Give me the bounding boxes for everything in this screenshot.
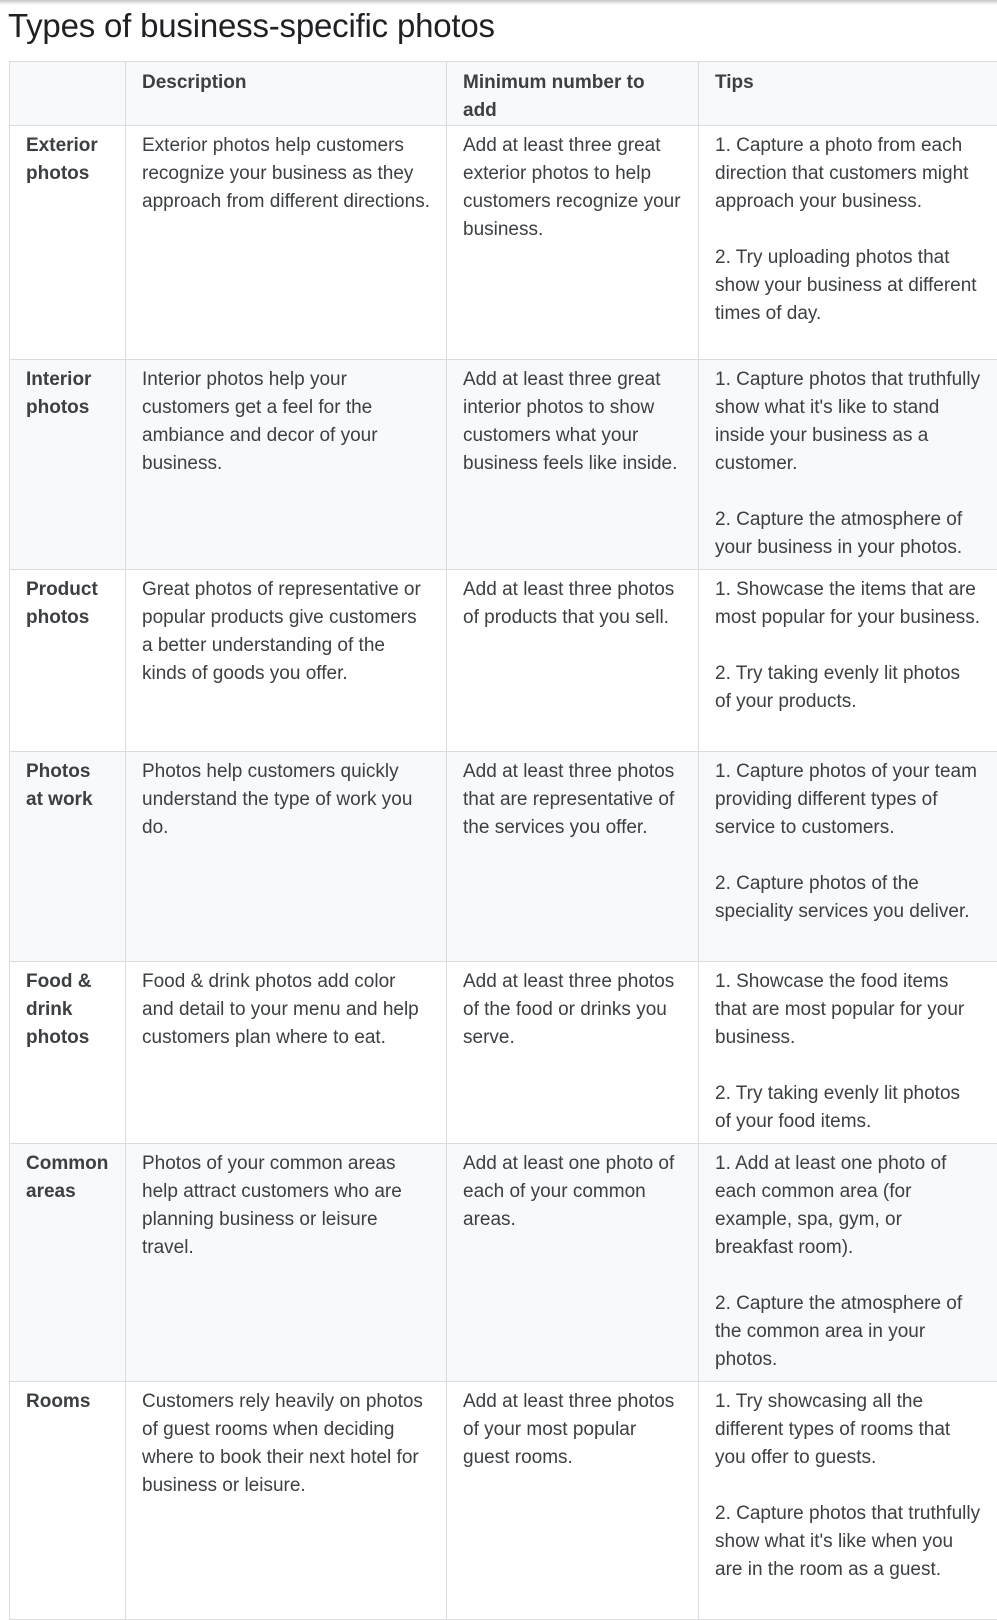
- row-tips: [699, 360, 997, 570]
- header-tips: Tips: [699, 62, 997, 126]
- tip-item: 1. Try showcasing all the different types of rooms that you offer to guests.: [715, 1388, 981, 1472]
- header-minimum: Minimum number to add: [447, 62, 699, 126]
- page-title: Types of business-specific photos: [8, 6, 495, 46]
- row-tips: [699, 752, 997, 962]
- row-type: Exterior photos: [10, 126, 126, 360]
- tip-item: 1. Showcase the food items that are most popular for your business.: [715, 968, 981, 1052]
- row-type: Product photos: [10, 570, 126, 752]
- row-minimum: Add at least one photo of each of your common areas.: [447, 1144, 699, 1382]
- tip-item: 1. Capture photos that truthfully show what it's like to stand inside your business as a customer.: [715, 366, 981, 478]
- table-row: [10, 570, 997, 752]
- row-description: Interior photos help your customers get a feel for the ambiance and decor of your business.: [126, 360, 447, 570]
- tip-item: 2. Capture the atmosphere of your business in your photos.: [715, 506, 981, 562]
- tip-item: 1. Capture photos of your team providing different types of service to customers.: [715, 758, 981, 842]
- row-type: Photos at work: [10, 752, 126, 962]
- header-description: Description: [126, 62, 447, 126]
- row-minimum: Add at least three great interior photos to show customers what your business feels like inside.: [447, 360, 699, 570]
- row-description: Customers rely heavily on photos of guest rooms when deciding where to book their next hotel for business or leisure.: [126, 1382, 447, 1620]
- row-tips: [699, 1144, 997, 1382]
- row-minimum: Add at least three photos of your most popular guest rooms.: [447, 1382, 699, 1620]
- tip-item: 2. Capture photos that truthfully show what it's like when you are in the room as a guest.: [715, 1500, 981, 1584]
- row-description: Great photos of representative or popular products give customers a better understanding of the kinds of goods you offer.: [126, 570, 447, 752]
- row-minimum: Add at least three great exterior photos to help customers recognize your business.: [447, 126, 699, 360]
- row-type: Common areas: [10, 1144, 126, 1382]
- header-empty: [10, 62, 126, 126]
- tip-item: 1. Showcase the items that are most popular for your business.: [715, 576, 981, 632]
- row-minimum: Add at least three photos of the food or drinks you serve.: [447, 962, 699, 1144]
- header-row: [10, 62, 997, 126]
- row-description: Food & drink photos add color and detail to your menu and help customers plan where to eat.: [126, 962, 447, 1144]
- row-tips: [699, 570, 997, 752]
- table-row: [10, 1144, 997, 1382]
- table-row: [10, 1382, 997, 1620]
- tip-item: 2. Capture photos of the speciality services you deliver.: [715, 870, 981, 926]
- row-description: Photos of your common areas help attract customers who are planning business or leisure travel.: [126, 1144, 447, 1382]
- row-type: Food & drink photos: [10, 962, 126, 1144]
- row-minimum: Add at least three photos of products that you sell.: [447, 570, 699, 752]
- table-row: [10, 752, 997, 962]
- row-type: Rooms: [10, 1382, 126, 1620]
- row-tips: [699, 126, 997, 360]
- row-minimum: Add at least three photos that are representative of the services you offer.: [447, 752, 699, 962]
- table-row: [10, 126, 997, 360]
- tip-item: 2. Try taking evenly lit photos of your products.: [715, 660, 981, 716]
- table-row: [10, 962, 997, 1144]
- row-description: Exterior photos help customers recognize your business as they approach from different directions.: [126, 126, 447, 360]
- row-type: Interior photos: [10, 360, 126, 570]
- photo-types-table: [9, 61, 997, 1620]
- row-tips: [699, 962, 997, 1144]
- row-description: Photos help customers quickly understand the type of work you do.: [126, 752, 447, 962]
- row-tips: [699, 1382, 997, 1620]
- tip-item: 2. Try taking evenly lit photos of your food items.: [715, 1080, 981, 1136]
- tip-item: 1. Capture a photo from each direction that customers might approach your business.: [715, 132, 981, 216]
- tip-item: 2. Try uploading photos that show your business at different times of day.: [715, 244, 981, 328]
- tip-item: 2. Capture the atmosphere of the common area in your photos.: [715, 1290, 981, 1374]
- tip-item: 1. Add at least one photo of each common area (for example, spa, gym, or breakfast room).: [715, 1150, 981, 1262]
- top-shadow: [0, 0, 997, 5]
- table-row: [10, 360, 997, 570]
